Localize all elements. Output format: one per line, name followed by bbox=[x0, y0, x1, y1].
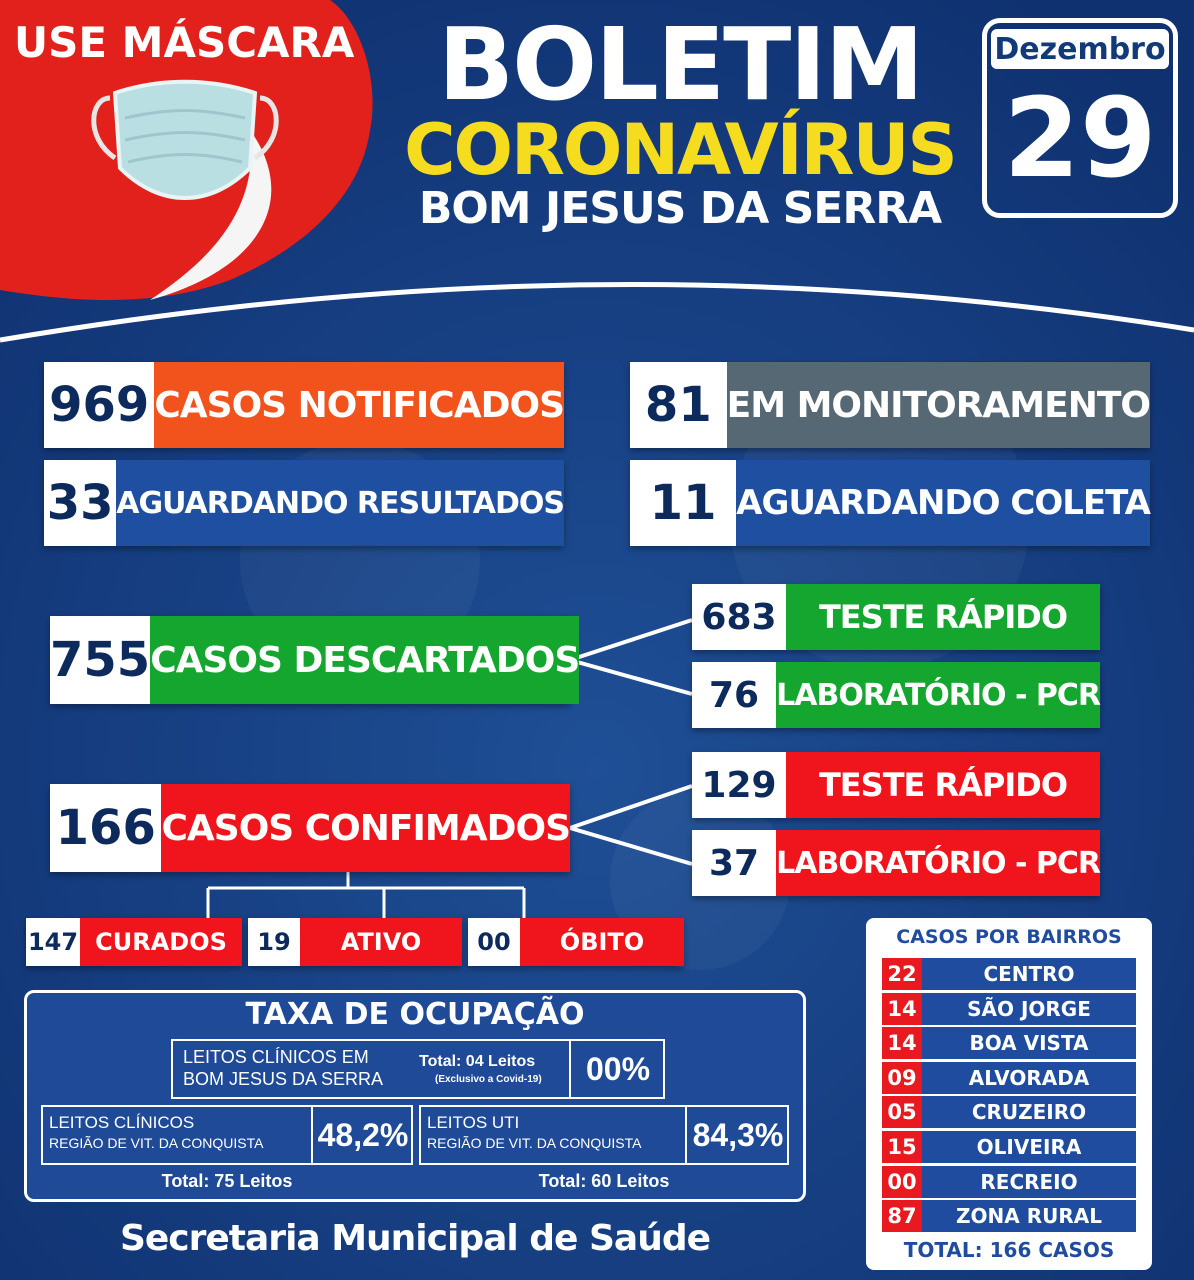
discarded-rapid bbox=[692, 584, 1100, 650]
neighborhood-count: 09 bbox=[882, 1062, 922, 1094]
secretariat-footer: Secretaria Municipal de Saúde bbox=[119, 1218, 711, 1259]
confirmed-pcr-value: 37 bbox=[692, 830, 776, 896]
neighborhood-count: 15 bbox=[882, 1131, 922, 1163]
mask-banner-text: USE MÁSCARA bbox=[14, 18, 355, 67]
local-beds bbox=[171, 1039, 665, 1099]
discarded-value: 755 bbox=[50, 616, 150, 704]
discarded-pcr bbox=[692, 662, 1100, 728]
notified-value: 969 bbox=[44, 362, 154, 448]
notified-label: CASOS NOTIFICADOS bbox=[154, 362, 564, 448]
awaiting-collection-value: 11 bbox=[630, 460, 736, 546]
active-value: 19 bbox=[248, 918, 300, 966]
neighborhoods-list bbox=[882, 958, 1136, 1235]
active-cases bbox=[248, 918, 462, 966]
cured-value: 147 bbox=[26, 918, 80, 966]
awaiting-collection-label: AGUARDANDO COLETA bbox=[736, 460, 1150, 546]
discarded-label: CASOS DESCARTADOS bbox=[150, 616, 579, 704]
icu-beds bbox=[419, 1105, 789, 1165]
neighborhoods-total: TOTAL: 166 CASOS bbox=[903, 1238, 1115, 1262]
icu-beds-total: Total: 60 Leitos bbox=[538, 1171, 670, 1191]
clinical-beds-total: Total: 75 Leitos bbox=[161, 1171, 293, 1191]
neighborhoods-title: CASOS POR BAIRROS bbox=[896, 926, 1122, 948]
neighborhood-name: OLIVEIRA bbox=[922, 1131, 1136, 1163]
confirmed-cases bbox=[50, 784, 570, 872]
neighborhood-count: 14 bbox=[882, 1027, 922, 1059]
neighborhood-name: CENTRO bbox=[922, 958, 1136, 990]
local-beds-line1: LEITOS CLÍNICOS EM bbox=[183, 1047, 369, 1067]
icu-beds-rate: 84,3% bbox=[685, 1107, 789, 1163]
header-title: BOLETIM bbox=[437, 6, 923, 123]
discarded-pcr-value: 76 bbox=[692, 662, 776, 728]
active-label: ATIVO bbox=[300, 918, 462, 966]
clinical-beds-rate: 48,2% bbox=[311, 1107, 413, 1163]
neighborhood-count: 05 bbox=[882, 1096, 922, 1128]
monitoring-label: EM MONITORAMENTO bbox=[727, 362, 1150, 448]
list-item bbox=[882, 1200, 1136, 1232]
list-item bbox=[882, 1096, 1136, 1128]
occupancy-title: TAXA DE OCUPAÇÃO bbox=[245, 997, 585, 1032]
confirmed-value: 166 bbox=[50, 784, 161, 872]
icu-beds-line1: LEITOS UTI bbox=[427, 1113, 520, 1132]
monitoring-value: 81 bbox=[630, 362, 727, 448]
neighborhood-count: 00 bbox=[882, 1166, 922, 1198]
local-beds-note: (Exclusivo a Covid-19) bbox=[435, 1074, 542, 1085]
header-city: BOM JESUS DA SERRA bbox=[418, 183, 942, 234]
awaiting-results-label: AGUARDANDO RESULTADOS bbox=[116, 460, 564, 546]
awaiting-results-value: 33 bbox=[44, 460, 116, 546]
calendar-day: 29 bbox=[1003, 74, 1157, 202]
local-beds-total: Total: 04 Leitos bbox=[419, 1053, 536, 1070]
cured-cases bbox=[26, 918, 242, 966]
neighborhood-count: 87 bbox=[882, 1200, 922, 1232]
clinical-beds bbox=[41, 1105, 413, 1165]
local-beds-line2: BOM JESUS DA SERRA bbox=[183, 1069, 384, 1089]
confirmed-rapid-value: 129 bbox=[692, 752, 786, 818]
list-item bbox=[882, 1131, 1136, 1163]
neighborhoods-panel bbox=[866, 918, 1152, 1270]
confirmed-pcr-label: LABORATÓRIO - PCR bbox=[776, 830, 1100, 896]
confirmed-rapid bbox=[692, 752, 1100, 818]
confirmed-label: CASOS CONFIMADOS bbox=[161, 784, 570, 872]
header-subtitle: CORONAVÍRUS bbox=[404, 109, 956, 191]
list-item bbox=[882, 1062, 1136, 1094]
list-item bbox=[882, 1166, 1136, 1198]
list-item bbox=[882, 1027, 1136, 1059]
neighborhood-count: 14 bbox=[882, 993, 922, 1025]
death-label: ÓBITO bbox=[520, 918, 684, 966]
list-item bbox=[882, 958, 1136, 990]
clinical-beds-line1: LEITOS CLÍNICOS bbox=[49, 1113, 195, 1132]
calendar-month: Dezembro bbox=[991, 29, 1169, 69]
death-cases bbox=[468, 918, 684, 966]
discarded-rapid-value: 683 bbox=[692, 584, 786, 650]
discarded-rapid-label: TESTE RÁPIDO bbox=[786, 584, 1100, 650]
discarded-pcr-label: LABORATÓRIO - PCR bbox=[776, 662, 1100, 728]
neighborhood-name: ZONA RURAL bbox=[922, 1200, 1136, 1232]
list-item bbox=[882, 993, 1136, 1025]
cured-label: CURADOS bbox=[80, 918, 242, 966]
neighborhood-name: RECREIO bbox=[922, 1166, 1136, 1198]
death-value: 00 bbox=[468, 918, 520, 966]
confirmed-rapid-label: TESTE RÁPIDO bbox=[786, 752, 1100, 818]
neighborhood-count: 22 bbox=[882, 958, 922, 990]
neighborhood-name: SÃO JORGE bbox=[922, 993, 1136, 1025]
neighborhood-name: BOA VISTA bbox=[922, 1027, 1136, 1059]
discarded-cases bbox=[50, 616, 580, 704]
local-beds-rate: 00% bbox=[569, 1041, 665, 1097]
clinical-beds-line2: REGIÃO DE VIT. DA CONQUISTA bbox=[49, 1135, 264, 1151]
occupancy-panel bbox=[24, 990, 806, 1202]
neighborhood-name: ALVORADA bbox=[922, 1062, 1136, 1094]
icu-beds-line2: REGIÃO DE VIT. DA CONQUISTA bbox=[427, 1135, 642, 1151]
confirmed-pcr bbox=[692, 830, 1100, 896]
neighborhood-name: CRUZEIRO bbox=[922, 1096, 1136, 1128]
